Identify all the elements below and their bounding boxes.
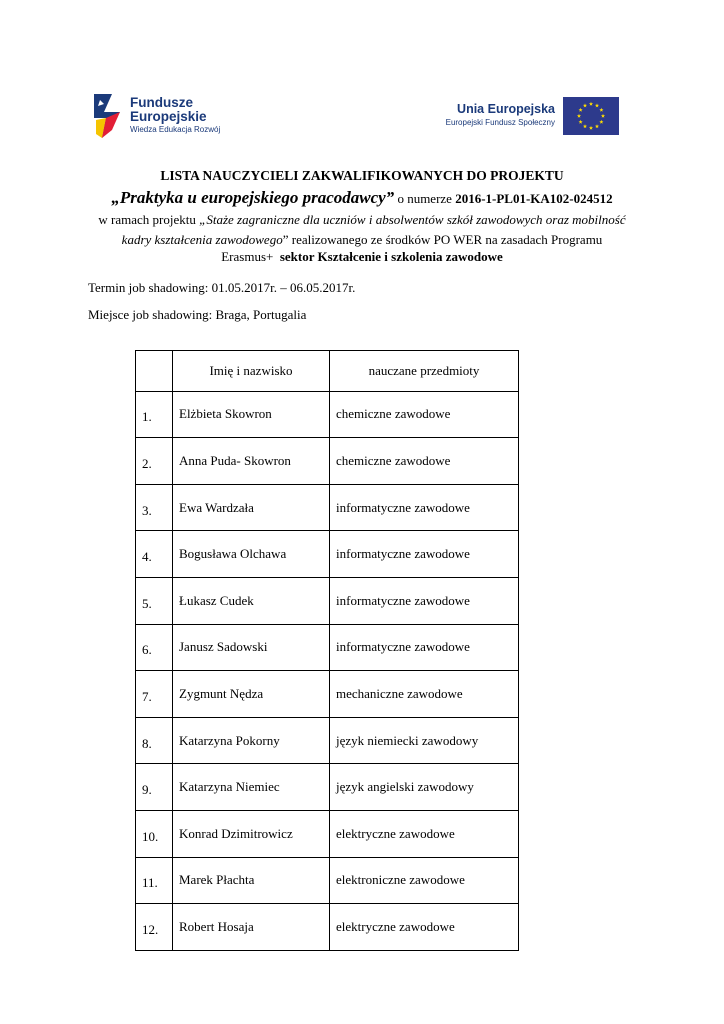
teacher-name: Zygmunt Nędza xyxy=(173,671,330,718)
context-italic-2: kadry kształcenia zawodowego xyxy=(121,232,283,247)
teacher-name: Łukasz Cudek xyxy=(173,577,330,624)
eu-flag-icon xyxy=(563,97,619,135)
header-subjects: nauczane przedmioty xyxy=(330,351,519,392)
fe-logo-line1: Fundusze xyxy=(130,95,193,110)
table-row xyxy=(136,764,519,811)
teacher-name: Elżbieta Skowron xyxy=(173,391,330,438)
table-row xyxy=(136,484,519,531)
sector-label: sektor Kształcenie i szkolenia zawodowe xyxy=(279,249,503,264)
erasmus-label: Erasmus+ xyxy=(221,249,274,264)
project-number-prefix: o numerze xyxy=(397,191,452,206)
teacher-name: Janusz Sadowski xyxy=(173,624,330,671)
row-number: 4. xyxy=(136,531,173,578)
table-row xyxy=(136,577,519,624)
row-number: 2. xyxy=(136,438,173,485)
unia-europejska-logo xyxy=(440,97,622,135)
row-number: 11. xyxy=(136,857,173,904)
project-context-line2 xyxy=(60,232,664,248)
context-rest: ” realizowanego ze środków PO WER na zasadach Programu xyxy=(282,232,603,247)
project-title-line xyxy=(60,188,664,208)
row-number: 10. xyxy=(136,810,173,857)
job-shadowing-place: Miejsce job shadowing: Braga, Portugalia xyxy=(88,307,307,322)
row-number: 3. xyxy=(136,484,173,531)
row-number: 1. xyxy=(136,391,173,438)
teacher-name: Katarzyna Niemiec xyxy=(173,764,330,811)
row-number: 8. xyxy=(136,717,173,764)
teacher-name: Bogusława Olchawa xyxy=(173,531,330,578)
project-context-line3 xyxy=(60,249,664,265)
table-row xyxy=(136,904,519,951)
teacher-name: Konrad Dzimitrowicz xyxy=(173,810,330,857)
row-number: 12. xyxy=(136,904,173,951)
table-row xyxy=(136,717,519,764)
teacher-subjects: elektroniczne zawodowe xyxy=(330,857,519,904)
teacher-name: Ewa Wardzała xyxy=(173,484,330,531)
table-row xyxy=(136,624,519,671)
teacher-subjects: elektryczne zawodowe xyxy=(330,810,519,857)
teacher-name: Katarzyna Pokorny xyxy=(173,717,330,764)
teacher-subjects: język angielski zawodowy xyxy=(330,764,519,811)
header-name: Imię i nazwisko xyxy=(173,351,330,392)
teacher-subjects: informatyczne zawodowe xyxy=(330,531,519,578)
fundusze-europejskie-logo xyxy=(92,90,242,140)
row-number: 5. xyxy=(136,577,173,624)
fe-logo-line2: Europejskie xyxy=(130,109,207,124)
table-row xyxy=(136,531,519,578)
table-header-row xyxy=(136,351,519,392)
table-row xyxy=(136,810,519,857)
job-shadowing-dates: Termin job shadowing: 01.05.2017r. – 06.05.2017r. xyxy=(88,280,356,295)
ue-logo-line1: Unia Europejska xyxy=(457,102,555,116)
project-title: „Praktyka u europejskiego pracodawcy” xyxy=(111,188,395,207)
context-italic-1: „Staże zagraniczne dla uczniów i absolwentów szkół zawodowych oraz mobilność xyxy=(199,212,626,227)
teacher-name: Marek Płachta xyxy=(173,857,330,904)
teacher-subjects: chemiczne zawodowe xyxy=(330,391,519,438)
teachers-table xyxy=(135,350,519,951)
teacher-subjects: informatyczne zawodowe xyxy=(330,577,519,624)
row-number: 9. xyxy=(136,764,173,811)
context-prefix: w ramach projektu xyxy=(98,212,196,227)
teacher-subjects: informatyczne zawodowe xyxy=(330,624,519,671)
teacher-name: Anna Puda- Skowron xyxy=(173,438,330,485)
teacher-subjects: chemiczne zawodowe xyxy=(330,438,519,485)
row-number: 7. xyxy=(136,671,173,718)
project-number: 2016-1-PL01-KA102-024512 xyxy=(455,191,613,206)
header-number xyxy=(136,351,173,392)
fe-star-icon xyxy=(92,90,126,140)
teacher-subjects: mechaniczne zawodowe xyxy=(330,671,519,718)
teacher-name: Robert Hosaja xyxy=(173,904,330,951)
row-number: 6. xyxy=(136,624,173,671)
teacher-subjects: elektryczne zawodowe xyxy=(330,904,519,951)
teacher-subjects: informatyczne zawodowe xyxy=(330,484,519,531)
project-context-line1 xyxy=(60,212,664,228)
teacher-subjects: język niemiecki zawodowy xyxy=(330,717,519,764)
fe-logo-line3: Wiedza Edukacja Rozwój xyxy=(130,125,221,134)
table-row xyxy=(136,391,519,438)
table-row xyxy=(136,671,519,718)
list-title: LISTA NAUCZYCIELI ZAKWALIFIKOWANYCH DO PROJEKTU xyxy=(160,168,564,183)
table-row xyxy=(136,438,519,485)
ue-logo-line2: Europejski Fundusz Społeczny xyxy=(445,118,555,127)
table-row xyxy=(136,857,519,904)
